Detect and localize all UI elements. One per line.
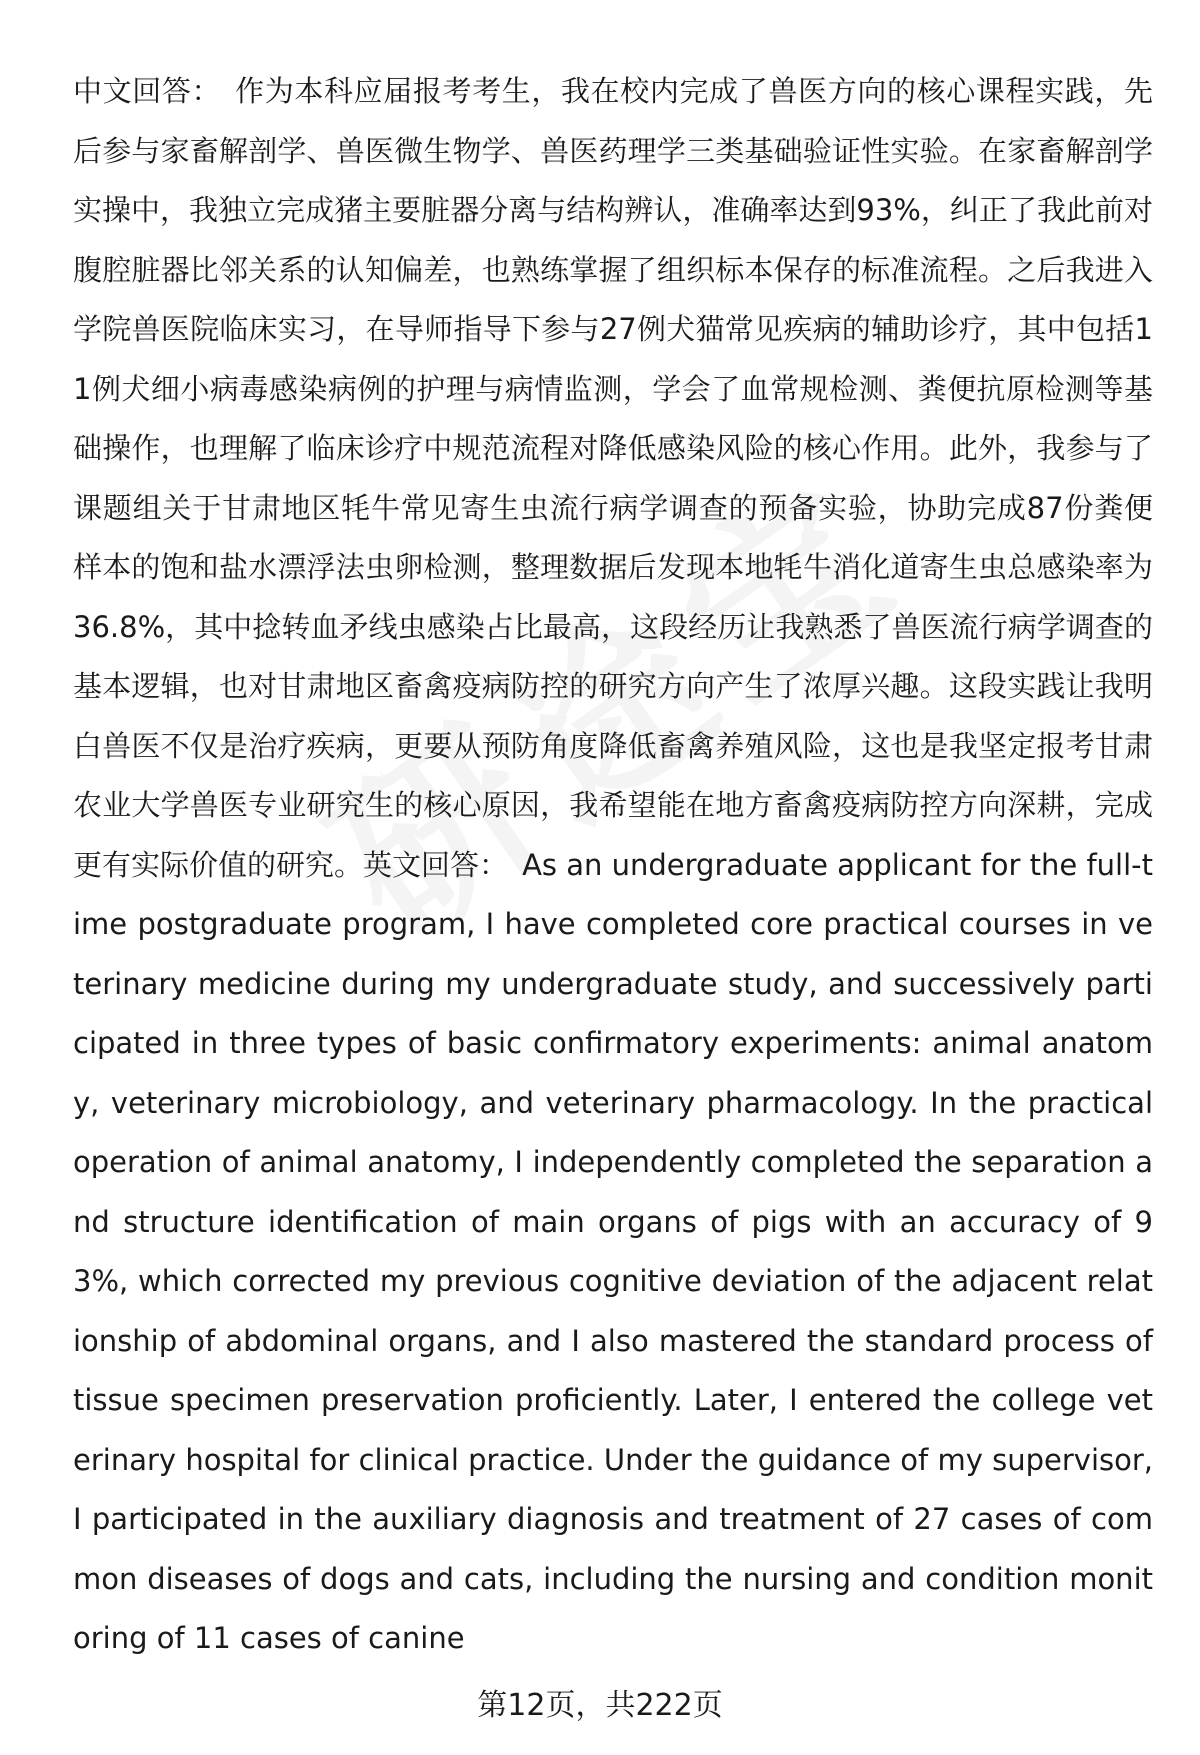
- chinese-answer-text: 作为本科应届报考考生，我在校内完成了兽医方向的核心课程实践，先后参与家畜解剖学、兽医微生物学、兽医药理学三类基础验证性实验。在家畜解剖学实操中，我独立完成猪主要脏器分离与结构辨认，准确率达到93%，纠正了我此前对腹腔脏器比邻关系的认知偏差，也熟练掌握了组织标本保存的标准流程。之后我进入学院兽医院临床实习，在导师指导下参与27例犬猫常见疾病的辅助诊疗，其中包括11例犬细小病毒感染病例的护理与病情监测，学会了血常规检测、粪便抗原检测等基础操作，也理解了临床诊疗中规范流程对降低感染风险的核心作用。此外，我参与了课题组关于甘肃地区牦牛常见寄生虫流行病学调查的预备实验，协助完成87份粪便样本的饱和盐水漂浮法虫卵检测，整理数据后发现本地牦牛消化道寄生虫总感染率为36.8%，其中捻转血矛线虫感染占比最高，这段经历让我熟悉了兽医流行病学调查的基本逻辑，也对甘肃地区畜禽疫病防控的研究方向产生了浓厚兴趣。这段实践让我明白兽医不仅是治疗疾病，更要从预防角度降低畜禽养殖风险，这也是我坚定报考甘肃农业大学兽医专业研究生的核心原因，我希望能在地方畜禽疫病防控方向深耕，完成更有实际价值的研究。: [73, 74, 1153, 882]
- english-answer-label: 英文回答：: [363, 847, 509, 882]
- english-answer-text: As an undergraduate applicant for the full-time postgraduate program, I have completed core practical courses in veterinary medicine during my undergraduate study, and successively participated in three types of basic confirmatory experiments: animal anatomy, veterinary microbiology, and veterinary pharmacology. In the practical operation of animal anatomy, I independently completed the separation and structure identification of main organs of pigs with an accuracy of 93%, which corrected my previous cognitive deviation of the adjacent relationship of abdominal organs, and I also mastered the standard process of tissue specimen preservation proficiently. Later, I entered the college veterinary hospital for clinical practice. Under the guidance of my supervisor, I participated in the auxiliary diagnosis and treatment of 27 cases of common diseases of dogs and cats, including the nursing and condition monitoring of 11 cases of canine: [73, 847, 1153, 1655]
- page-number-footer: 第12页，共222页: [477, 1688, 723, 1723]
- document-body: [73, 62, 1153, 1669]
- chinese-answer-label: 中文回答：: [73, 74, 222, 108]
- answer-paragraph: [73, 62, 1153, 1669]
